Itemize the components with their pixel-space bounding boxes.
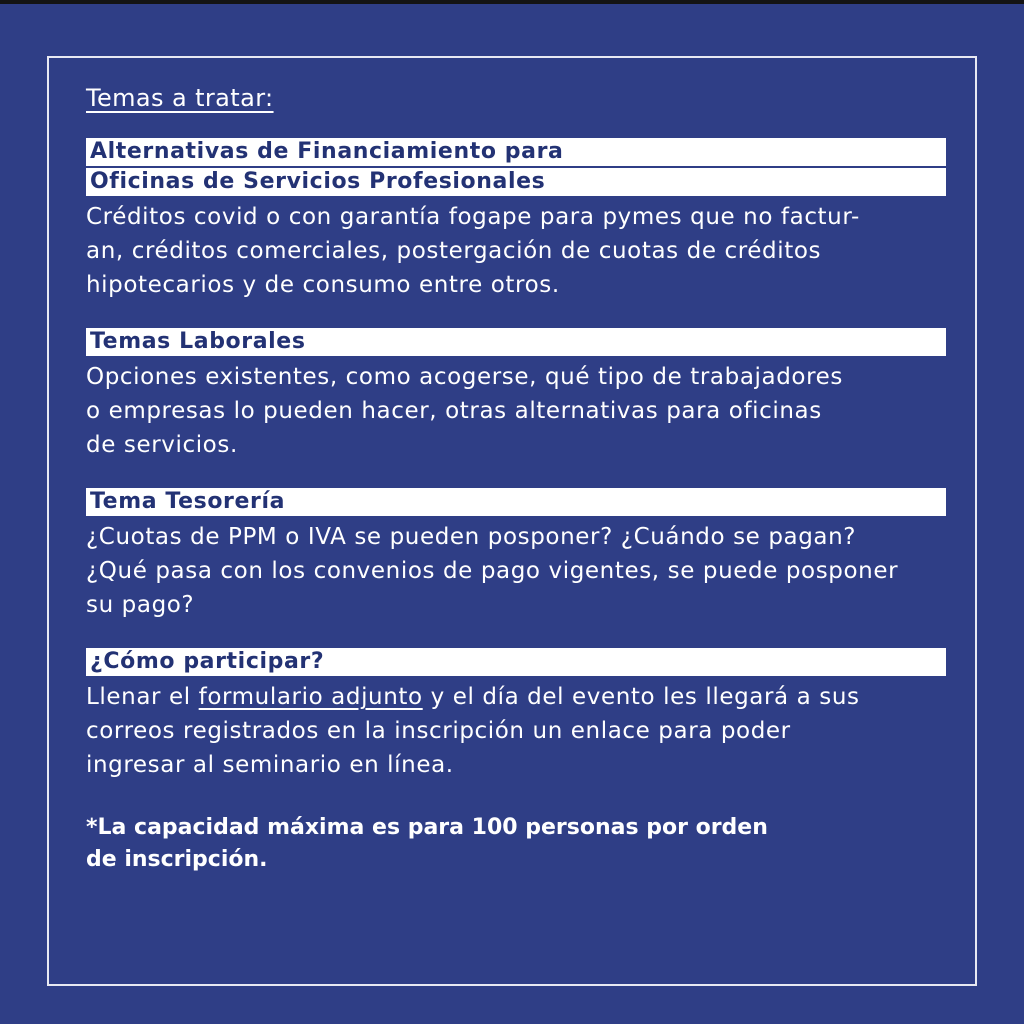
section-labor-label-line: Temas Laborales bbox=[86, 328, 946, 356]
section-participate-text bbox=[86, 680, 946, 782]
text-line: an, créditos comerciales, postergación de cuotas de créditos bbox=[86, 238, 822, 264]
text-line: Opciones existentes, como acogerse, qué tipo de trabajadores bbox=[86, 364, 843, 390]
capacity-note bbox=[86, 812, 806, 876]
text-line bbox=[86, 680, 946, 714]
section-treasury-text bbox=[86, 520, 946, 622]
text-line: su pago? bbox=[86, 592, 195, 618]
text-line: o empresas lo pueden hacer, otras alternativas para oficinas bbox=[86, 398, 822, 424]
section-treasury-label bbox=[86, 488, 946, 516]
section-participate-label bbox=[86, 648, 946, 676]
section-financing-label bbox=[86, 138, 946, 196]
topics-heading: Temas a tratar: bbox=[86, 84, 274, 112]
section-financing bbox=[86, 138, 946, 302]
section-financing-label-line: Alternativas de Financiamiento para bbox=[86, 138, 946, 166]
text-line: Créditos covid o con garantía fogape para pymes que no factur- bbox=[86, 204, 860, 230]
text-line: hipotecarios y de consumo entre otros. bbox=[86, 272, 560, 298]
section-participate-label-line: ¿Cómo participar? bbox=[86, 648, 946, 676]
topics-panel bbox=[86, 84, 946, 876]
text-line: ingresar al seminario en línea. bbox=[86, 752, 454, 778]
text-fragment: Llenar el bbox=[86, 684, 199, 710]
text-line: ¿Cuotas de PPM o IVA se pueden posponer? ¿Cuándo se pagan? bbox=[86, 524, 857, 550]
note-line: de inscripción. bbox=[86, 847, 268, 872]
form-link[interactable]: formulario adjunto bbox=[198, 684, 423, 710]
note-line: *La capacidad máxima es para 100 personas por orden bbox=[86, 815, 768, 840]
section-treasury bbox=[86, 488, 946, 622]
section-financing-text bbox=[86, 200, 946, 302]
text-line: de servicios. bbox=[86, 432, 238, 458]
section-labor bbox=[86, 328, 946, 462]
section-labor-text bbox=[86, 360, 946, 462]
section-labor-label bbox=[86, 328, 946, 356]
text-line: ¿Qué pasa con los convenios de pago vigentes, se puede posponer bbox=[86, 558, 899, 584]
section-participate bbox=[86, 648, 946, 782]
section-treasury-label-line: Tema Tesorería bbox=[86, 488, 946, 516]
section-financing-label-line: Oficinas de Servicios Profesionales bbox=[86, 168, 946, 196]
text-fragment: y el día del evento les llegará a sus bbox=[422, 684, 860, 710]
top-edge-strip bbox=[0, 0, 1024, 4]
text-line: correos registrados en la inscripción un enlace para poder bbox=[86, 718, 791, 744]
